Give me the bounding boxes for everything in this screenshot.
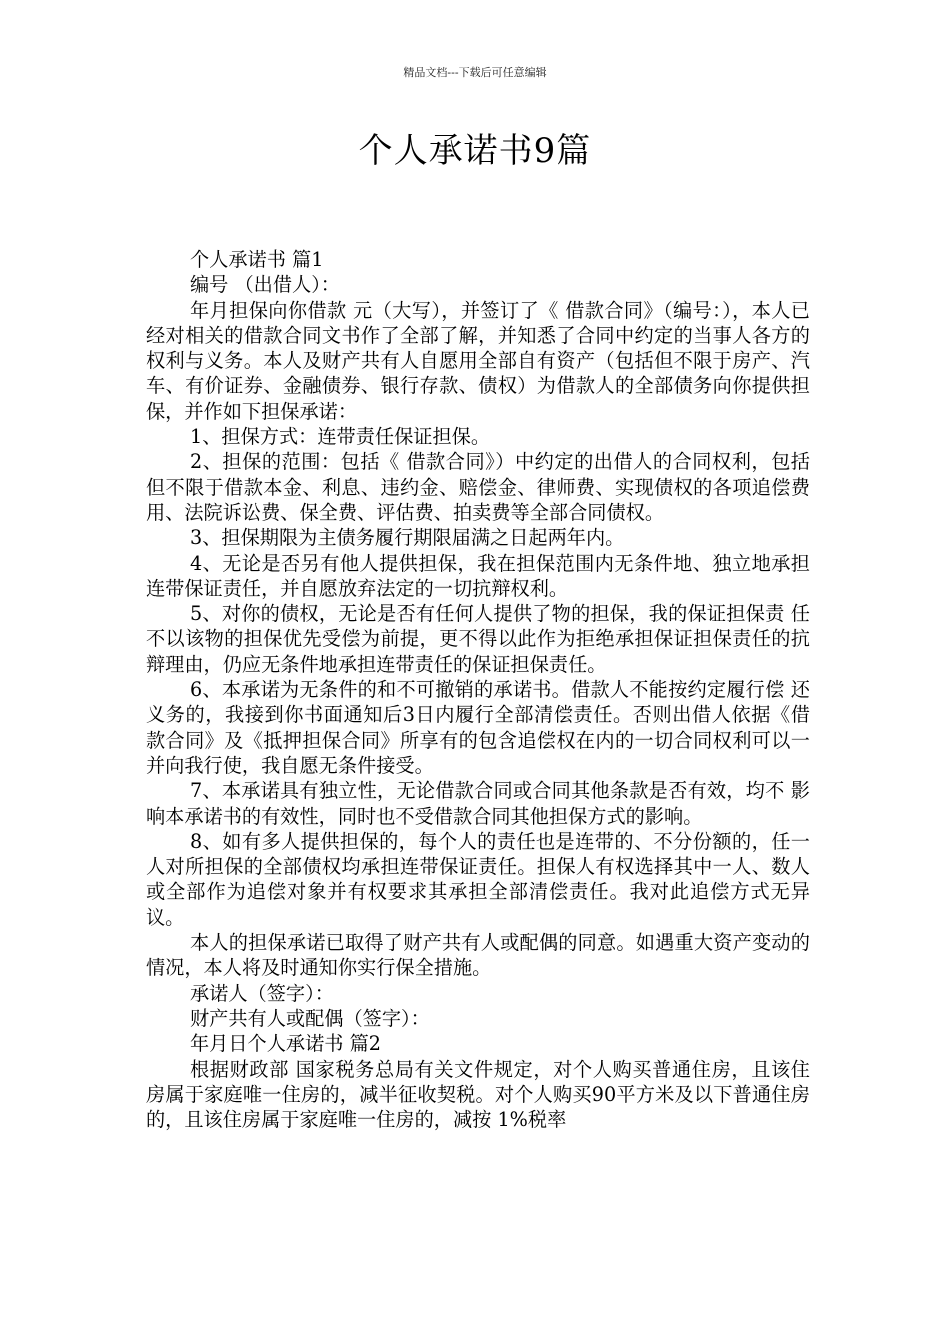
document-body xyxy=(146,247,810,1132)
paragraph: 6、本承诺为无条件的和不可撤销的承诺书。借款人不能按约定履行偿 还义务的，我接到你书面通知后3日内履行全部清偿责任。否则出借人依据《借款合同》及《抵押担保合同》所享有的包含追偿权在内的一切合同权利可以一并向我行使，我自愿无条件接受。 xyxy=(146,678,810,777)
paragraph: 根据财政部 国家税务总局有关文件规定，对个人购买普通住房，且该住房属于家庭唯一住房的，减半征收契税。对个人购买90平方米及以下普通住房的，且该住房属于家庭唯一住房的，减按 1%税率 xyxy=(146,1057,810,1132)
paragraph: 4、无论是否另有他人提供担保，我在担保范围内无条件地、独立地承担连带保证责任，并自愿放弃法定的一切抗辩权利。 xyxy=(146,551,810,600)
header-note: 精品文档---下载后可任意编辑 xyxy=(403,66,547,79)
paragraph: 本人的担保承诺已取得了财产共有人或配偶的同意。如遇重大资产变动的情况，本人将及时通知你实行保全措施。 xyxy=(146,931,810,980)
document-title: 个人承诺书9篇 xyxy=(358,131,592,171)
signature-line: 承诺人（签字）： xyxy=(190,981,334,1005)
paragraph: 3、担保期限为主债务履行期限届满之日起两年内。 xyxy=(190,526,625,550)
paragraph: 2、担保的范围：包括《 借款合同》）中约定的出借人的合同权利，包括但不限于借款本金、利息、违约金、赔偿金、律师费、实现债权的各项追偿费用、法院诉讼费、保全费、评估费、拍卖费等全部合同债权。 xyxy=(146,450,810,524)
paragraph: 编号 （出借人）： xyxy=(190,273,340,297)
paragraph: 年月担保向你借款 元（大写），并签订了《 借款合同》（编号：），本人已经对相关的借款合同文书作了全部了解，并知悉了合同中约定的当事人各方的权利与义务。本人及财产共有人自愿用全部自有资产（包括但不限于房产、汽车、有价证券、金融债券、银行存款、债权）为借款人的全部债务向你提供担保，并作如下担保承诺： xyxy=(146,298,810,423)
paragraph: 5、对你的债权，无论是否有任何人提供了物的担保，我的保证担保责 任不以该物的担保优先受偿为前提，更不得以此作为拒绝承担保证担保责任的抗辩理由，仍应无条件地承担连带责任的保证担保责任。 xyxy=(146,602,810,676)
section-heading: 个人承诺书 篇1 xyxy=(190,248,324,271)
signature-line: 财产共有人或配偶（签字）： xyxy=(190,1006,430,1030)
section-heading: 年月日个人承诺书 篇2 xyxy=(190,1032,381,1056)
paragraph: 1、担保方式：连带责任保证担保。 xyxy=(190,425,491,449)
paragraph: 8、如有多人提供担保的，每个人的责任也是连带的、不分份额的，任一人对所担保的全部债权均承担连带保证责任。担保人有权选择其中一人、数人或全部作为追偿对象并有权要求其承担全部清偿责任。我对此追偿方式无异议。 xyxy=(146,829,810,929)
paragraph: 7、本承诺具有独立性，无论借款合同或合同其他条款是否有效，均不 影响本承诺书的有效性，同时也不受借款合同其他担保方式的影响。 xyxy=(146,779,810,828)
